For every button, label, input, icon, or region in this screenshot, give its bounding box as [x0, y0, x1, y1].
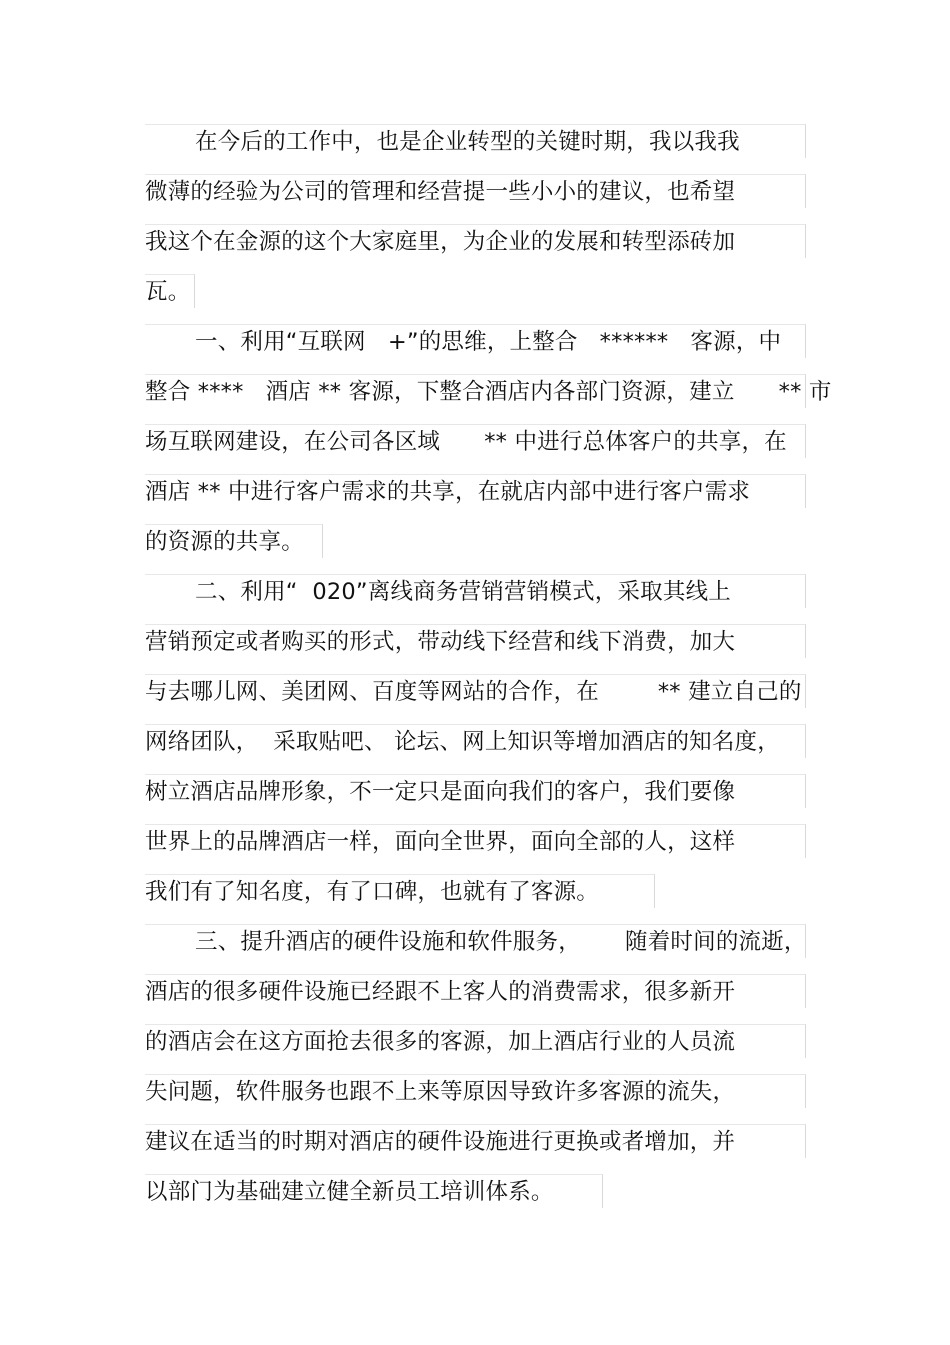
- paragraph-line: 我这个在金源的这个大家庭里，为企业的发展和转型添砖加: [145, 224, 806, 258]
- paragraph-line: 失问题，软件服务也跟不上来等原因导致许多客源的流失，: [145, 1074, 806, 1108]
- paragraph-line: 二、利用“ 020”离线商务营销营销模式，采取其线上: [145, 574, 806, 608]
- paragraph-line: 一、利用“互联网 +”的思维，上整合 ****** 客源，中: [145, 324, 806, 358]
- paragraph-line: 瓦。: [145, 274, 195, 308]
- paragraph-line: 在今后的工作中，也是企业转型的关键时期，我以我我: [145, 124, 806, 158]
- paragraph-line: 树立酒店品牌形象，不一定只是面向我们的客户，我们要像: [145, 774, 806, 808]
- paragraph-line: 微薄的经验为公司的管理和经营提一些小小的建议，也希望: [145, 174, 806, 208]
- paragraph-line: 酒店的很多硬件设施已经跟不上客人的消费需求，很多新开: [145, 974, 806, 1008]
- paragraph-line: 的资源的共享。: [145, 524, 323, 558]
- paragraph-line: 的酒店会在这方面抢去很多的客源，加上酒店行业的人员流: [145, 1024, 806, 1058]
- paragraph-line: 三、提升酒店的硬件设施和软件服务， 随着时间的流逝，: [145, 924, 806, 958]
- paragraph-line: 网络团队， 采取贴吧、 论坛、网上知识等增加酒店的知名度，: [145, 724, 806, 758]
- paragraph-line: 酒店 ** 中进行客户需求的共享，在就店内部中进行客户需求: [145, 474, 806, 508]
- paragraph-line: 世界上的品牌酒店一样，面向全世界，面向全部的人，这样: [145, 824, 806, 858]
- paragraph-line: 营销预定或者购买的形式，带动线下经营和线下消费，加大: [145, 624, 806, 658]
- paragraph-line: 场互联网建设，在公司各区域 ** 中进行总体客户的共享，在: [145, 424, 806, 458]
- paragraph-line: 以部门为基础建立健全新员工培训体系。: [145, 1174, 603, 1208]
- paragraph-line: 与去哪儿网、美团网、百度等网站的合作，在 ** 建立自己的: [145, 674, 806, 708]
- paragraph-line: 建议在适当的时期对酒店的硬件设施进行更换或者增加，并: [145, 1124, 806, 1158]
- paragraph-line: 我们有了知名度，有了口碑，也就有了客源。: [145, 874, 655, 908]
- paragraph-line: 整合 **** 酒店 ** 客源，下整合酒店内各部门资源，建立 ** 市: [145, 374, 806, 408]
